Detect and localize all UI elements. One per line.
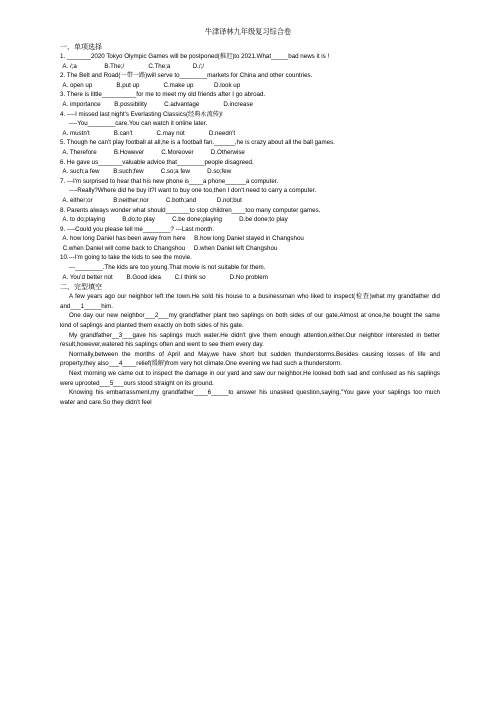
question-subtext: ----Really?Where did he buy it?I want to buy one too,then I don't need to carry a computer. xyxy=(69,187,317,195)
question-4 xyxy=(60,110,440,139)
question-text: 6. He gave us_______valuable advice that________people disagreed. xyxy=(60,158,254,166)
cloze-paragraph: A few years ago our neighbor left the town.He sold his house to a businessman who liked to inspect(检查)what my grandfather did and___1_____him. xyxy=(60,293,440,310)
question-text: 10.---I'm going to take the kids to see the movie. xyxy=(60,254,192,262)
question-9 xyxy=(60,225,440,254)
question-text: 1. _______2020 Tokyo Olympic Games will be postponed(推迟)to 2021.What_____bad news it is ! xyxy=(60,53,330,60)
section-heading: 二、完型填空 xyxy=(60,283,102,292)
document-title: 牛津译林九年级复习综合卷 xyxy=(204,28,292,36)
question-text: 8. Parents always wonder what should_______to stop children____too many computer games. xyxy=(60,206,321,214)
question-3 xyxy=(60,90,440,109)
question-options: A. You'd better not B.Good idea C.I think so D.No problem xyxy=(61,273,268,281)
question-5 xyxy=(60,138,440,157)
document-body xyxy=(60,42,440,407)
question-text: 7. ---I'm surprised to hear that his new phone is____a phone______a computer. xyxy=(60,177,279,185)
cloze-paragraph: Knowing his embarrassment,my grandfather____6_____to answer his unasked question,saying,"You gave your saplings too much water and care.So they didn't feel xyxy=(60,389,440,406)
question-text: 3. There is little__________for me to meet my old friends after I go abroad. xyxy=(60,91,266,99)
cloze-paragraph: My grandfather__3___gave his saplings much water.He didn't give them enough attention,either.Our neighbor interested in better result,however,watered his saplings often and went to see them every day. xyxy=(60,331,440,349)
question-1 xyxy=(60,52,440,71)
question-options-2: C.when Daniel will come back to Changshou D.when Daniel left Changshou xyxy=(61,244,278,252)
question-options: A. to do;playing B.do;to play C.be done;playing D.be done;to play xyxy=(61,216,288,224)
question-text: 2. The Belt and Road(一带一路)will serve to________markets for China and other countries. xyxy=(60,72,313,80)
question-text: 9. ----Could you please tell me________? ---Last month. xyxy=(60,225,215,233)
question-options: A. importance B.possibility C.advantage D.increase xyxy=(61,100,253,108)
question-options: A. either;or B.neither;nor C.both;and D.not;but xyxy=(61,196,242,204)
question-8 xyxy=(60,206,440,225)
question-subtext: ---________.The kids are too young.That movie is not suitable for them. xyxy=(69,264,266,272)
section-heading: 一、单项选择 xyxy=(60,43,102,51)
question-options: A. Therefore B.However C.Moreover D.Otherwise xyxy=(61,148,245,156)
question-options: A. open up B.put up C.make up D.look up xyxy=(61,81,241,89)
question-options: A. how long Daniel has been away from here B.how long Daniel stayed in Changshou xyxy=(61,235,304,243)
cloze-paragraph: Next morning we came out to inspect the damage in our yard and saw our neighbor.He looked both sad and confused as his saplings were uprooted___5___ours stood straight on its ground. xyxy=(60,370,440,387)
question-text: 5. Though he can't play football at all,he is a football fan.______,he is crazy about all the ball games. xyxy=(60,139,335,147)
question-6 xyxy=(60,158,440,177)
cloze-paragraph: One day our new neighbor___2___my grandfather plant two saplings on both sides of our gate.Almost at once,he bought the same kind of saplings and planted them exactly on both sides of his gate. xyxy=(60,312,440,330)
question-10 xyxy=(60,253,440,282)
question-2 xyxy=(60,71,440,90)
question-options: A. mustn't B.can't C.may not D.needn't xyxy=(61,129,236,137)
question-options: A. /;a B.The;/ C.The;a D./;/ xyxy=(61,62,205,70)
question-subtext: ----You________care.You can watch it online later. xyxy=(69,120,208,128)
question-7 xyxy=(60,177,440,206)
cloze-paragraph: Normally,between the months of April and May,we have short but sudden thunderstorms.Besides causing losses of life and property,they also___4____relief(缓解)from very hot climate.One evening we had such a thunderstorm. xyxy=(60,350,440,368)
question-options: A. such;a few B.such;few C.so;a few D.so;few xyxy=(61,168,232,176)
question-text: 4. ----I missed last night's Everlasting Classics(经典永流传)! xyxy=(60,110,223,118)
